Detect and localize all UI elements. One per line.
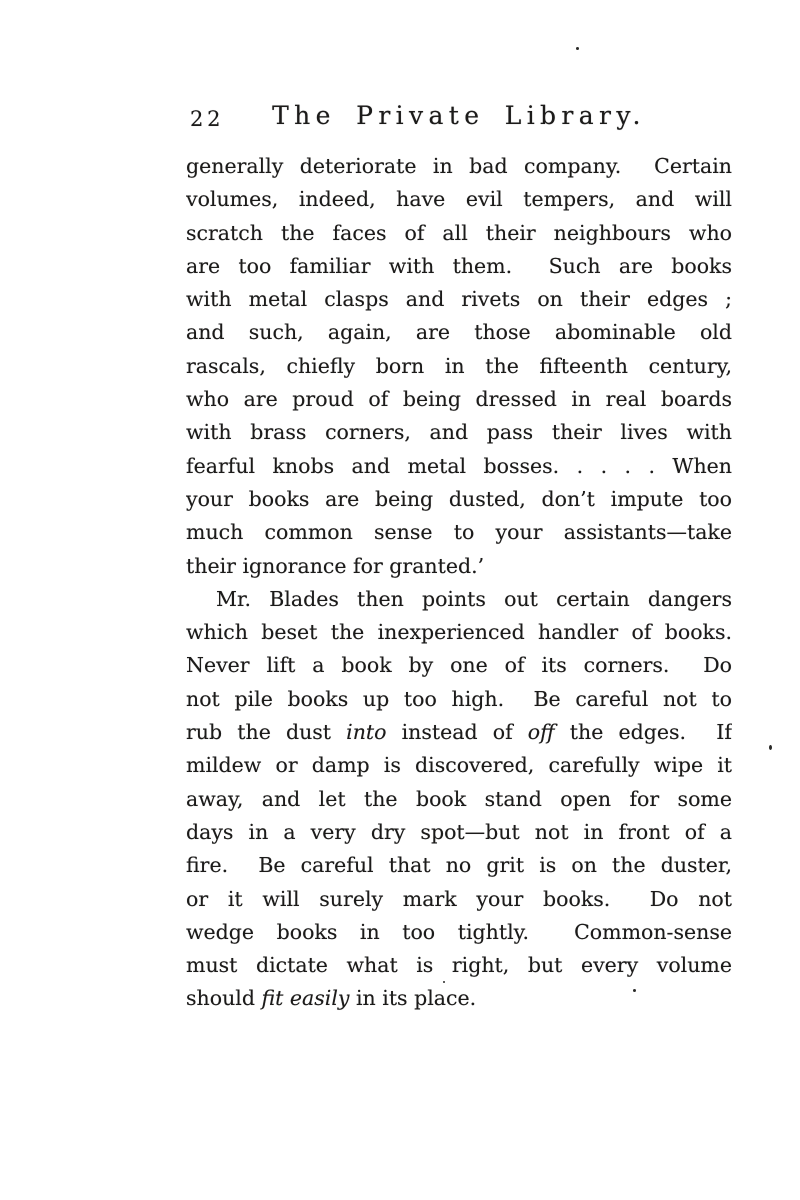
- scan-speck: [633, 989, 636, 992]
- text-segment: rub the dust: [186, 720, 347, 745]
- text-segment: and such, again, are those abominable old: [186, 320, 732, 345]
- text-line: [186, 783, 732, 816]
- text-segment: much common sense to your assistants—take: [186, 520, 732, 545]
- text-line: [186, 250, 732, 283]
- text-line: [186, 150, 732, 183]
- italic-text: fit easily: [261, 986, 350, 1011]
- text-segment: with metal clasps and rivets on their edges ;: [186, 287, 732, 312]
- text-line: [186, 383, 732, 416]
- text-segment: Never lift a book by one of its corners. Do: [186, 653, 732, 678]
- text-line: [186, 716, 732, 749]
- scan-speck: [443, 981, 445, 983]
- text-line: [186, 416, 732, 449]
- text-segment: the edges. If: [554, 720, 732, 745]
- text-segment: fearful knobs and metal bosses. . . . . When: [186, 453, 732, 478]
- text-line: [186, 683, 732, 716]
- text-line: [186, 217, 732, 250]
- scan-speck: [769, 745, 772, 750]
- text-line: [186, 649, 732, 682]
- page-header: [186, 101, 732, 137]
- text-segment: your books are being dusted, don’t impute too: [186, 486, 732, 511]
- text-segment: must dictate what is right, but every volume: [186, 953, 732, 978]
- text-line: [186, 883, 732, 916]
- text-segment: scratch the faces of all their neighbours who: [186, 220, 732, 245]
- text-line: [186, 450, 732, 483]
- text-line: [186, 283, 732, 316]
- text-line: [186, 550, 732, 583]
- text-segment: or it will surely mark your books. Do not: [186, 886, 732, 911]
- text-line: [186, 916, 732, 949]
- running-title: The Private Library.: [272, 101, 646, 130]
- text-line: [186, 183, 732, 216]
- text-segment: their ignorance for granted.’: [186, 553, 485, 578]
- text-segment: rascals, chiefly born in the fifteenth century,: [186, 353, 732, 378]
- text-segment: who are proud of being dressed in real boards: [186, 387, 732, 412]
- text-segment: instead of: [386, 720, 528, 745]
- text-line: [186, 849, 732, 882]
- text-segment: days in a very dry spot—but not in front of a: [186, 819, 732, 844]
- text-segment: mildew or damp is discovered, carefully wipe it: [186, 753, 732, 778]
- text-segment: away, and let the book stand open for some: [186, 786, 732, 811]
- text-segment: should: [186, 986, 262, 1011]
- text-segment: with brass corners, and pass their lives with: [186, 420, 732, 445]
- text-segment: fire. Be careful that no grit is on the duster,: [186, 853, 732, 878]
- text-line: [186, 483, 732, 516]
- text-line: [186, 316, 732, 349]
- text-segment: Mr. Blades then points out certain dangers: [216, 586, 732, 611]
- italic-text: into: [346, 720, 387, 745]
- text-segment: are too familiar with them. Such are books: [186, 253, 732, 278]
- text-line: [186, 616, 732, 649]
- scan-speck: [576, 47, 579, 50]
- text-line: [186, 583, 732, 616]
- text-line: [186, 749, 732, 782]
- page-number: 22: [190, 107, 225, 131]
- text-line: [186, 949, 732, 982]
- text-segment: in its place.: [349, 986, 477, 1011]
- text-segment: generally deteriorate in bad company. Certain: [186, 154, 732, 178]
- body-text: [186, 150, 732, 1016]
- text-segment: wedge books in too tightly. Common-sense: [186, 919, 732, 944]
- text-segment: not pile books up too high. Be careful not to: [186, 686, 732, 711]
- text-line: [186, 816, 732, 849]
- italic-text: off: [527, 720, 555, 745]
- text-line: [186, 982, 732, 1015]
- text-line: [186, 350, 732, 383]
- text-line: [186, 516, 732, 549]
- text-segment: which beset the inexperienced handler of books.: [186, 620, 732, 645]
- text-segment: volumes, indeed, have evil tempers, and will: [186, 187, 732, 212]
